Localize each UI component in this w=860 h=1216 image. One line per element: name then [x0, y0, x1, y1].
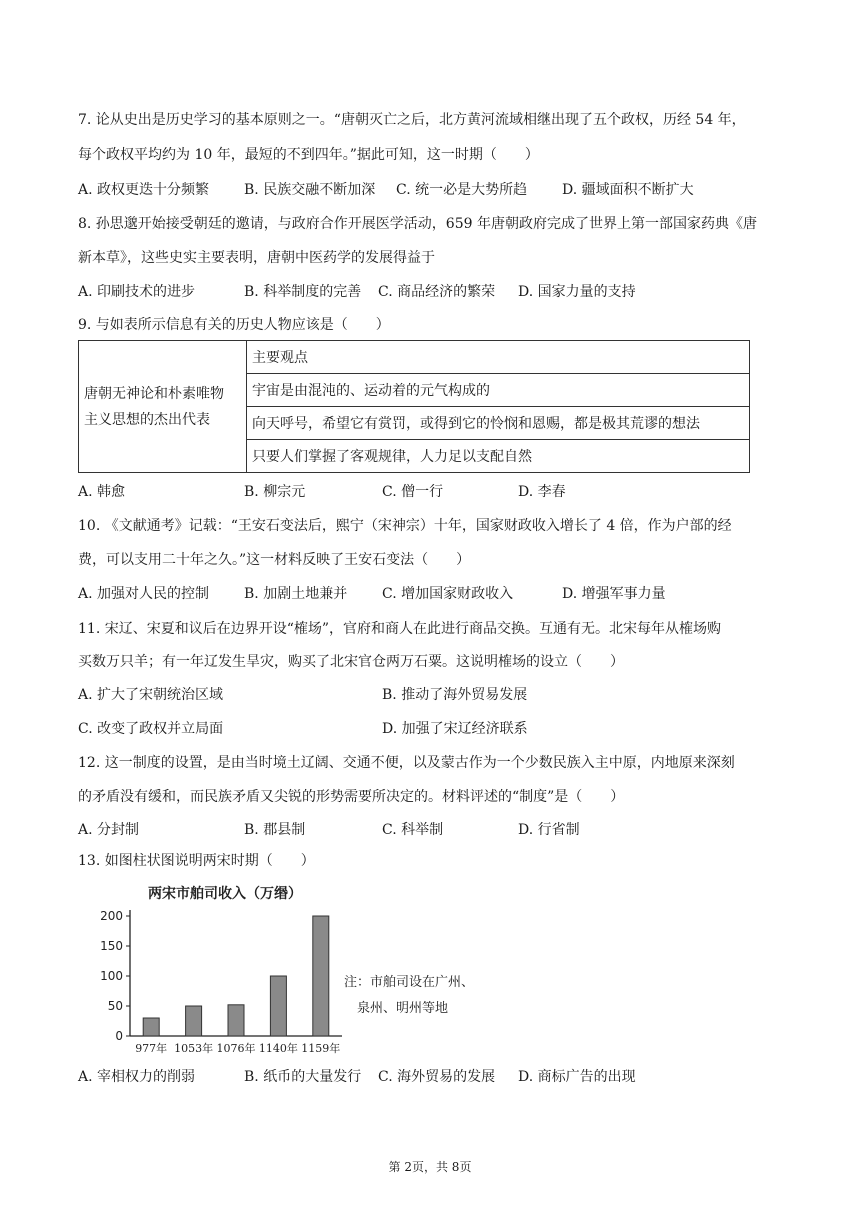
- q11-option-c[interactable]: C. 改变了政权并立局面: [78, 721, 224, 737]
- x-tick-label: 1076年: [216, 1042, 256, 1055]
- q13-option-a[interactable]: A. 宰相权力的削弱: [78, 1069, 196, 1085]
- q11-stem-line2: 买数万只羊；有一年辽发生旱灾，购买了北宋官仓两万石粟。这说明榷场的设立（ ）: [78, 654, 624, 670]
- q9-table-subject-line1: 唐朝无神论和朴素唯物: [84, 385, 224, 402]
- q8-option-a[interactable]: A. 印刷技术的进步: [78, 284, 196, 300]
- y-tick-label: 100: [100, 969, 123, 983]
- q11-option-b[interactable]: B. 推动了海外贸易发展: [382, 687, 528, 703]
- q9-option-c[interactable]: C. 僧一行: [382, 484, 444, 500]
- q9-option-a[interactable]: A. 韩愈: [78, 484, 126, 500]
- q13-stem: 13. 如图柱状图说明两宋时期（ ）: [78, 853, 315, 869]
- q7-stem-line1: 7. 论从史出是历史学习的基本原则之一。“唐朝灭亡之后，北方黄河流域相继出现了五个政权，历经 54 年，: [78, 112, 746, 128]
- q7-option-a[interactable]: A. 政权更迭十分频繁: [78, 182, 210, 198]
- q9-option-d[interactable]: D. 李春: [518, 484, 566, 500]
- q10-option-c[interactable]: C. 增加国家财政收入: [382, 586, 514, 602]
- chart-title: 两宋市舶司收入（万缗）: [148, 886, 302, 902]
- q10-stem-line1: 10. 《文献通考》记载：“王安石变法后，熙宁（宋神宗）十年，国家财政收入增长了 4 倍，作为户部的经: [78, 518, 732, 534]
- chart-bars: [143, 916, 329, 1036]
- q10-stem-line2: 费，可以支用二十年之久。”这一材料反映了王安石变法（ ）: [78, 552, 471, 568]
- chart-axes: [100, 909, 342, 1055]
- x-tick-label: 1140年: [258, 1042, 298, 1055]
- q8-option-d[interactable]: D. 国家力量的支持: [518, 284, 636, 300]
- bar: [186, 1006, 202, 1036]
- q13-option-b[interactable]: B. 纸币的大量发行: [244, 1069, 362, 1085]
- q11-stem-line1: 11. 宋辽、宋夏和议后在边界开设“榷场”，官府和商人在此进行商品交换。互通有无。北宋每年从榷场购: [78, 621, 722, 637]
- q13-option-d[interactable]: D. 商标广告的出现: [518, 1069, 636, 1085]
- q9-option-b[interactable]: B. 柳宗元: [244, 484, 306, 500]
- page-footer: 第 2页，共 8页: [388, 1160, 472, 1174]
- q12-option-b[interactable]: B. 郡县制: [244, 822, 306, 838]
- q10-option-a[interactable]: A. 加强对人民的控制: [78, 586, 210, 602]
- q12-option-a[interactable]: A. 分封制: [78, 822, 140, 838]
- chart-note-line1: 注：市舶司设在广州、: [344, 975, 475, 990]
- q9-table-row: 向天呼号，希望它有赏罚，或得到它的怜悯和恩赐，都是极其荒谬的想法: [247, 407, 750, 440]
- q13-option-c[interactable]: C. 海外贸易的发展: [378, 1069, 496, 1085]
- q8-stem-line2: 新本草》，这些史实主要表明，唐朝中医药学的发展得益于: [78, 250, 435, 266]
- y-tick-label: 50: [107, 999, 123, 1013]
- chart-note-line2: 泉州、明州等地: [357, 1001, 449, 1016]
- bar: [143, 1018, 159, 1036]
- q10-option-b[interactable]: B. 加剧土地兼并: [244, 586, 348, 602]
- q7-stem-line2: 每个政权平均约为 10 年，最短的不到四年。”据此可知，这一时期（ ）: [78, 147, 539, 163]
- y-tick-label: 0: [115, 1029, 123, 1043]
- q7-option-b[interactable]: B. 民族交融不断加深: [244, 182, 376, 198]
- chart-note: [344, 970, 474, 1022]
- q9-table-row: 宇宙是由混沌的、运动着的元气构成的: [247, 374, 750, 407]
- q12-option-d[interactable]: D. 行省制: [518, 822, 580, 838]
- bar: [313, 916, 329, 1036]
- q8-stem-line1: 8. 孙思邈开始接受朝廷的邀请，与政府合作开展医学活动，659 年唐朝政府完成了世界上第一部国家药典《唐: [78, 216, 757, 232]
- q9-table-header: 主要观点: [247, 341, 750, 374]
- q8-option-b[interactable]: B. 科举制度的完善: [244, 284, 362, 300]
- x-tick-label: 1053年: [174, 1042, 214, 1055]
- y-tick-label: 200: [100, 909, 123, 923]
- q9-table-row: 只要人们掌握了客观规律，人力足以支配自然: [247, 440, 750, 473]
- q12-stem-line1: 12. 这一制度的设置，是由当时境土辽阔、交通不便，以及蒙古作为一个少数民族入主中原，内地原来深刻: [78, 755, 735, 771]
- q7-option-d[interactable]: D. 疆域面积不断扩大: [562, 182, 694, 198]
- q7-option-c[interactable]: C. 统一必是大势所趋: [396, 182, 528, 198]
- q11-option-d[interactable]: D. 加强了宋辽经济联系: [382, 721, 528, 737]
- q12-stem-line2: 的矛盾没有缓和，而民族矛盾又尖锐的形势需要所决定的。材料评述的“制度”是（ ）: [78, 789, 625, 805]
- y-tick-label: 150: [100, 939, 123, 953]
- q9-stem: 9. 与如表所示信息有关的历史人物应该是（ ）: [78, 317, 390, 333]
- q9-table-subject-line2: 主义思想的杰出代表: [84, 411, 210, 428]
- q9-table-subject: [79, 341, 247, 473]
- x-tick-label: 977年: [135, 1042, 168, 1055]
- q10-option-d[interactable]: D. 增强军事力量: [562, 586, 666, 602]
- q8-option-c[interactable]: C. 商品经济的繁荣: [378, 284, 496, 300]
- revenue-bar-chart: [100, 878, 350, 1058]
- bar: [270, 976, 286, 1036]
- q11-option-a[interactable]: A. 扩大了宋朝统治区域: [78, 687, 224, 703]
- x-tick-label: 1159年: [301, 1042, 341, 1055]
- bar: [228, 1005, 244, 1036]
- q12-option-c[interactable]: C. 科举制: [382, 822, 444, 838]
- q9-info-table: [78, 340, 750, 473]
